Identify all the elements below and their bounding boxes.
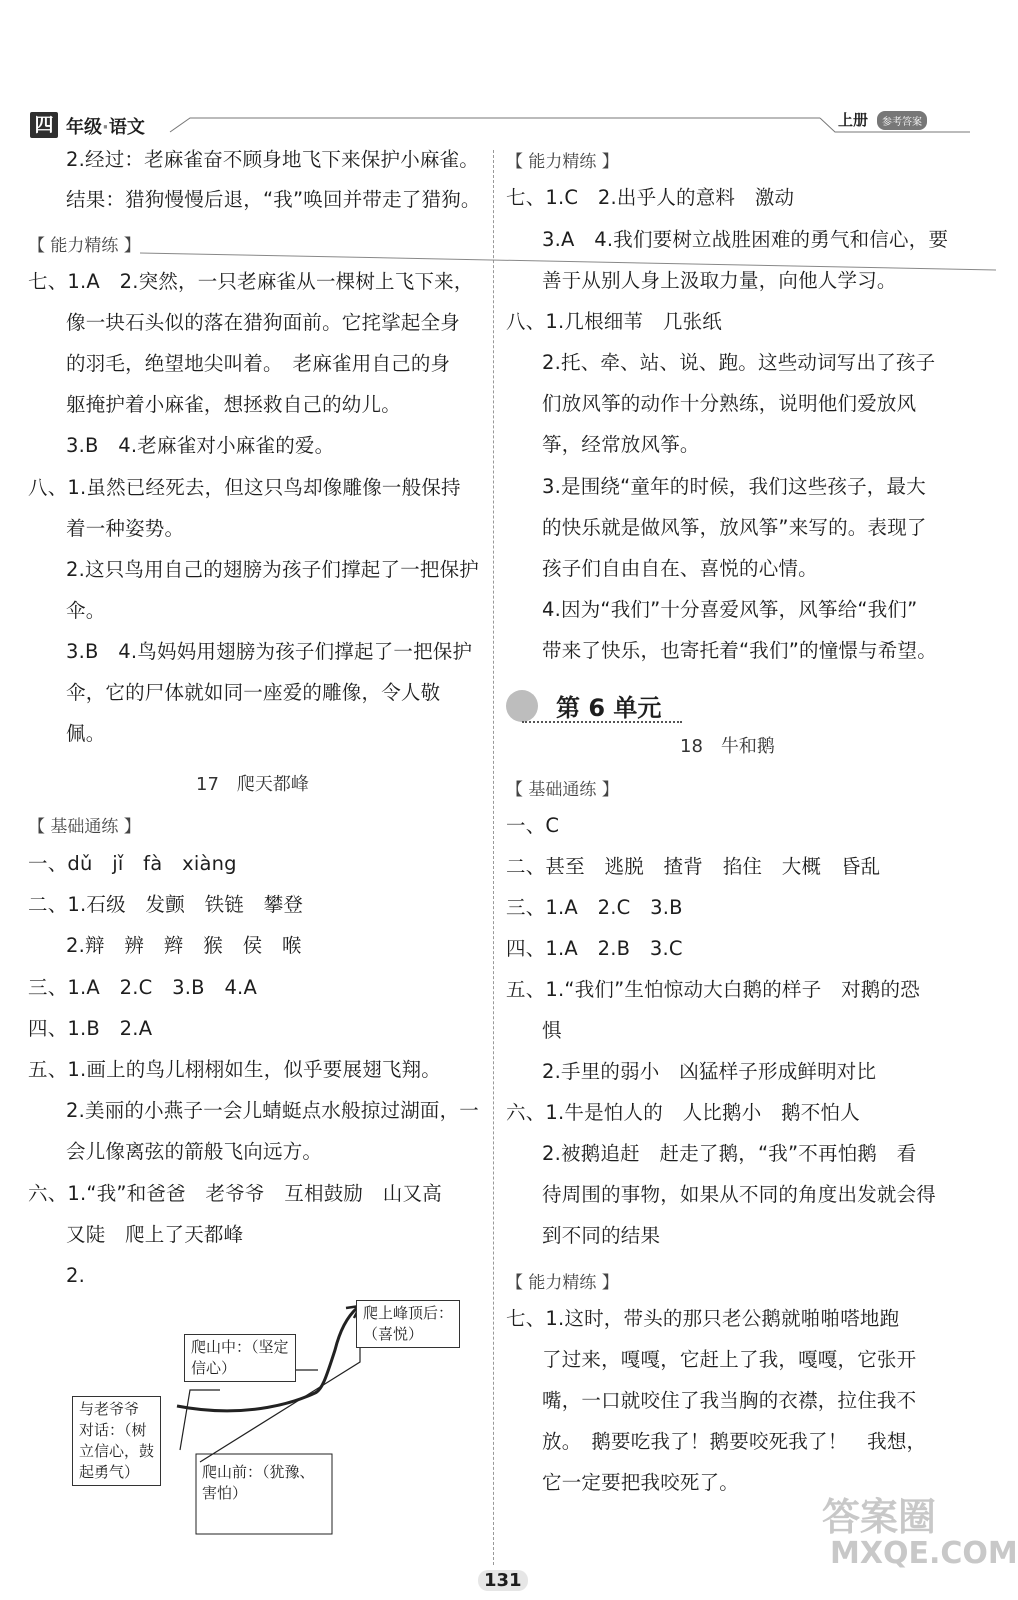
page-number: 131 [478, 1570, 528, 1591]
right-line: 4.因为“我们”十分喜爱风筝，风筝给“我们” [542, 598, 918, 621]
right-line: 五、1.“我们”生怕惊动大白鹅的样子 对鹅的恐 [506, 978, 920, 1001]
right-line: 放。 鹅要吃我了！鹅要咬死我了！ 我想， [542, 1430, 927, 1453]
diagram-box-middle [184, 1334, 296, 1382]
left-line: 2.经过：老麻雀奋不顾身地飞下来保护小麻雀。 [66, 148, 480, 171]
diagram-box-top [356, 1300, 460, 1348]
left-line: 2. [66, 1264, 86, 1287]
lesson-title: 18 牛和鹅 [680, 736, 775, 757]
section-heading: 【 基础通练 】 [28, 817, 141, 837]
left-line: 躯掩护着小麻雀，想拯救自己的幼儿。 [66, 393, 401, 416]
right-line: 嘴，一口就咬住了我当胸的衣襟，拉住我不 [542, 1389, 917, 1412]
right-line: 到不同的结果 [542, 1224, 661, 1247]
box-line: 爬山前：（犹豫、 [202, 1463, 315, 1481]
right-line: 的快乐就是做风筝，放风筝”来写的。表现了 [542, 516, 927, 539]
left-line: 二、1.石级 发颤 铁链 攀登 [28, 893, 304, 916]
left-line: 会儿像离弦的箭般飞向远方。 [66, 1140, 323, 1163]
left-line: 七、1.A 2.突然，一只老麻雀从一棵树上飞下来， [28, 270, 474, 293]
left-line: 3.B 4.老麻雀对小麻雀的爱。 [66, 434, 335, 457]
diagram-box-before [202, 1462, 315, 1504]
volume-label: 上册 [838, 111, 869, 129]
left-line: 佩。 [66, 722, 106, 745]
left-line: 五、1.画上的鸟儿栩栩如生，似乎要展翅飞翔。 [28, 1058, 442, 1081]
right-line: 它一定要把我咬死了。 [542, 1471, 740, 1494]
right-line: 筝，经常放风筝。 [542, 433, 700, 456]
left-line: 2.美丽的小燕子一会儿蜻蜓点水般掠过湖面，一 [66, 1099, 480, 1122]
left-line: 像一块石头似的落在猎狗面前。它挓挲起全身 [66, 311, 461, 334]
right-line: 六、1.牛是怕人的 人比鹅小 鹅不怕人 [506, 1101, 860, 1124]
section-heading: 【 基础通练 】 [506, 780, 619, 800]
answer-tag: 参考答案 [877, 111, 927, 130]
right-line: 带来了快乐，也寄托着“我们”的憧憬与希望。 [542, 639, 937, 662]
grade-label [66, 113, 145, 139]
box-line: 爬上峰顶后： [363, 1304, 454, 1322]
left-line: 3.B 4.鸟妈妈用翅膀为孩子们撑起了一把保护 [66, 640, 473, 663]
grade-badge: 四 [30, 112, 58, 138]
subject-text: 语文 [108, 117, 145, 138]
right-line: 2.手里的弱小 凶猛样子形成鲜明对比 [542, 1060, 877, 1083]
left-line: 四、1.B 2.A [28, 1017, 153, 1040]
right-line: 四、1.A 2.B 3.C [506, 937, 683, 960]
right-line: 二、甚至 逃脱 揸背 掐住 大概 昏乱 [506, 855, 881, 878]
box-line: 害怕） [202, 1484, 248, 1502]
box-line: 与老爷爷 [79, 1400, 140, 1418]
left-line: 六、1.“我”和爸爸 老爷爷 互相鼓励 山又高 [28, 1182, 442, 1205]
section-heading: 【 能力精练 】 [506, 1273, 619, 1293]
right-line: 们放风筝的动作十分熟练，说明他们爱放风 [542, 392, 917, 415]
left-line: 2.这只鸟用自己的翅膀为孩子们撑起了一把保护 [66, 558, 480, 581]
left-line: 伞。 [66, 599, 106, 622]
section-heading: 【 能力精练 】 [28, 236, 141, 256]
column-divider [493, 150, 494, 1565]
watermark-logo [822, 1486, 936, 1541]
left-line: 2.辩 辨 辫 猴 侯 喉 [66, 934, 302, 957]
diagram-box-talk [72, 1396, 161, 1486]
right-line: 七、1.C 2.出乎人的意料 激动 [506, 186, 795, 209]
left-line: 又陡 爬上了天都峰 [66, 1223, 244, 1246]
left-line: 的羽毛，绝望地尖叫着。 老麻雀用自己的身 [66, 352, 451, 375]
grade-text: 年级 [66, 117, 102, 138]
right-line: 待周围的事物，如果从不同的角度出发就会得 [542, 1183, 937, 1206]
right-line: 3.是围绕“童年的时候，我们这些孩子，最大 [542, 475, 926, 498]
left-line: 伞，它的尸体就如同一座爱的雕像，令人敬 [66, 681, 441, 704]
box-line: 立信心，鼓 [79, 1442, 155, 1460]
right-line: 2.被鹅追赶 赶走了鹅，“我”不再怕鹅 看 [542, 1142, 917, 1165]
watermark-url: MXQE.COM [830, 1536, 1018, 1571]
box-line: 爬山中：（坚定 [191, 1338, 289, 1356]
right-line: 八、1.几根细苇 几张纸 [506, 310, 723, 333]
right-line: 七、1.这时，带头的那只老公鹅就啪啪嗒地跑 [506, 1307, 900, 1330]
box-line: 起勇气） [79, 1463, 140, 1481]
left-line: 着一种姿势。 [66, 517, 185, 540]
box-line: 信心） [191, 1359, 237, 1377]
section-heading: 【 能力精练 】 [506, 152, 619, 172]
left-line: 八、1.虽然已经死去，但这只鸟却像雕像一般保持 [28, 476, 461, 499]
dot-separator: · [102, 117, 109, 138]
right-line: 一、C [506, 814, 560, 837]
lesson-title: 17 爬天都峰 [196, 774, 309, 795]
right-line: 3.A 4.我们要树立战胜困难的勇气和信心，要 [542, 228, 949, 251]
right-line: 2.托、牵、站、说、跑。这些动词写出了孩子 [542, 351, 936, 374]
box-line: （喜悦） [363, 1325, 424, 1343]
unit-title: 第 6 单元 [556, 694, 662, 722]
left-line: 三、1.A 2.C 3.B 4.A [28, 976, 257, 999]
right-line: 了过来，嘎嘎，它赶上了我，嘎嘎，它张开 [542, 1348, 917, 1371]
right-line: 三、1.A 2.C 3.B [506, 896, 683, 919]
watermark-text: 答案圈 [822, 1495, 937, 1539]
box-line: 对话：（树 [79, 1421, 147, 1439]
left-line: 结果：猎狗慢慢后退，“我”唤回并带走了猎狗。 [66, 188, 481, 211]
unit-underline [522, 721, 682, 723]
right-line: 孩子们自由自在、喜悦的心情。 [542, 557, 818, 580]
right-line: 善于从别人身上汲取力量，向他人学习。 [542, 269, 897, 292]
unit-circle-icon [506, 690, 538, 722]
right-line: 惧 [542, 1019, 562, 1042]
left-line: 一、dǔ jǐ fà xiàng [28, 852, 237, 875]
